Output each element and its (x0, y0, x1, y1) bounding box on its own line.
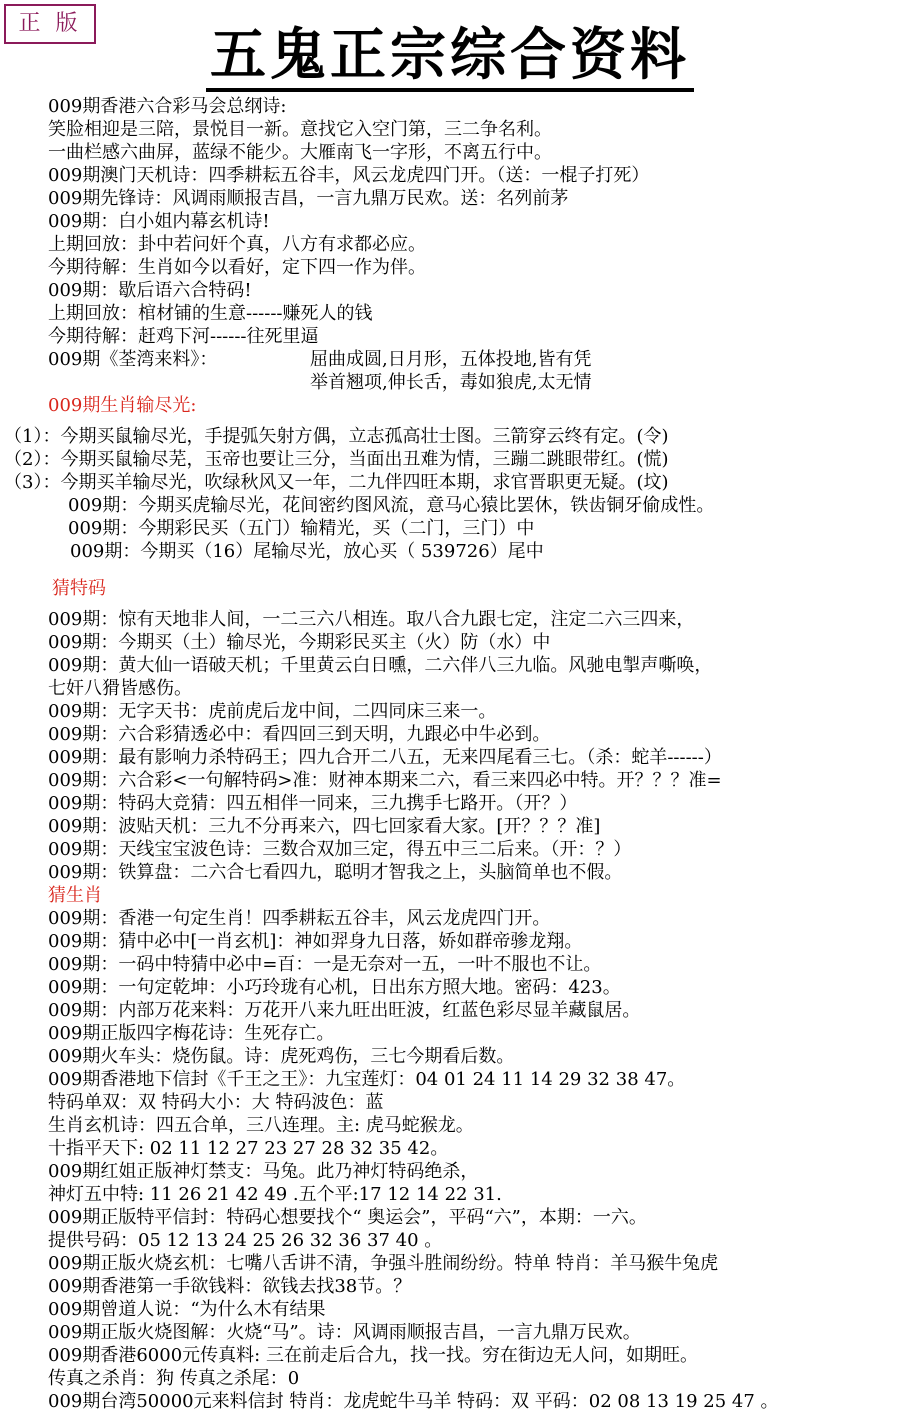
text-line: 传真之杀肖：狗 传真之杀尾：0 (48, 1368, 300, 1389)
text-line: （3）：今期买羊输尽光，吹绿秋风又一年，二九伴四旺本期，求官晋职更无疑。(坟) (4, 472, 669, 493)
text-line: 009期澳门天机诗：四季耕耘五谷丰，风云龙虎四门开。（送：一棍子打死） (48, 165, 650, 186)
text-line: 今期待解：赶鸡下河------往死里逼 (48, 326, 319, 347)
text-line: 特码单双：双 特码大小：大 特码波色：蓝 (48, 1092, 384, 1113)
section-heading: 猜特码 (52, 578, 106, 599)
intro-block (48, 95, 893, 394)
page-title-text: 五鬼正宗综合资料 (206, 22, 694, 92)
text-line: （1）：今期买鼠输尽光，手提弧矢射方偶，立志孤高壮士图。三箭穿云终有定。(令) (4, 426, 669, 447)
poem-line: 屈曲成圆,日月形，五体投地,皆有凭 (310, 349, 592, 370)
text-line: 上期回放：棺材铺的生意------赚死人的钱 (48, 303, 373, 324)
document-body (4, 95, 893, 1413)
text-line: 009期正版四字梅花诗：生死存亡。 (48, 1023, 335, 1044)
text-line: 009期红姐正版神灯禁支：马兔。此乃神灯特码绝杀， (48, 1161, 479, 1182)
text-line: 009期：歇后语六合特码! (48, 280, 252, 301)
text-line: 神灯五中特: 11 26 21 42 49 .五个平:17 12 14 22 31. (48, 1184, 502, 1205)
poem-label: 009期《荃湾来料》： (48, 349, 218, 370)
text-line: 009期曾道人说：“为什么木有结果 (48, 1299, 326, 1320)
poem-row (48, 348, 893, 371)
text-line: 009期：白小姐内幕玄机诗! (48, 211, 270, 232)
text-line: 009期香港地下信封《千王之王》：九宝莲灯：04 01 24 11 14 29 32 38 47。 (48, 1069, 686, 1090)
text-line: 009期香港六合彩马会总纲诗: (48, 96, 287, 117)
section-heading: 猜生肖 (48, 885, 102, 906)
text-line: 009期：猜中必中[一肖玄机]：神如羿身九日落，娇如群帝骖龙翔。 (48, 931, 583, 952)
text-line: 提供号码：05 12 13 24 25 26 32 36 37 40 。 (48, 1230, 443, 1251)
text-line: 009期：六合彩猜透必中：看四回三到天明，九跟必中牛必到。 (48, 724, 551, 745)
edition-badge: 正 版 (4, 4, 96, 44)
text-line: 009期香港第一手欲钱料：欲钱去找38节。？ (48, 1276, 412, 1297)
text-line: 009期：一码中特猜中必中=百：一是无奈对一五，一叶不服也不让。 (48, 954, 602, 975)
text-line: 一曲栏感六曲屏，蓝绿不能少。大雁南飞一字形，不离五行中。 (48, 142, 552, 163)
text-line: 009期：铁算盘：二六合七看四九，聪明才智我之上，头脑简单也不假。 (48, 862, 623, 883)
text-line: 七奸八猾皆感伤。 (48, 678, 192, 699)
text-line: 009期正版火烧图解：火烧“马”。诗：风调雨顺报吉昌，一言九鼎万民欢。 (48, 1322, 641, 1343)
text-line: 009期火车头：烧伤鼠。诗：虎死鸡伤，三七今期看后数。 (48, 1046, 515, 1067)
text-line: 009期：天线宝宝波色诗：三数合双加三定，得五中三二后来。（开：？） (48, 839, 632, 860)
text-line: 009期：最有影响力杀特码王；四九合开二八五，无来四尾看三七。（杀：蛇羊------） (48, 747, 722, 768)
text-line: 009期：内部万花来料：万花开八来九旺出旺波，红蓝色彩尽显羊藏鼠居。 (48, 1000, 641, 1021)
text-line: 009期：六合彩<一句解特码>准：财神本期来二六，看三来四必中特。开？？？准= (48, 770, 722, 791)
section-heading: 009期生肖输尽光: (48, 395, 197, 416)
text-line: 009期：黄大仙一语破天机；千里黄云白日曛，二六伴八三九临。风驰电掣声嘶唤， (48, 655, 713, 676)
text-line: 009期：无字天书：虎前虎后龙中间，二四同床三来一。 (48, 701, 497, 722)
text-line: 生肖玄机诗：四五合单，三八连理。主: 虎马蛇猴龙。 (48, 1115, 474, 1136)
text-line: 笑脸相迎是三陪，景悦目一新。意找它入空门第，三二争名利。 (48, 119, 552, 140)
text-line: 009期：今期买（16）尾输尽光，放心买（ 539726）尾中 (70, 541, 544, 562)
text-line: 009期：今期彩民买（五门）输精光，买（二门，三门）中 (68, 518, 535, 539)
text-line: 009期香港6000元传真料: 三在前走后合九，找一找。穷在街边无人问，如期旺。 (48, 1345, 698, 1366)
lose-block (4, 425, 893, 563)
text-line: （2）：今期买鼠输尽芜，玉帝也要让三分，当面出丑难为情，三蹦二跳眼带红。(慌) (4, 449, 669, 470)
text-line: 009期台湾50000元来料信封 特肖：龙虎蛇牛马羊 特码：双 平码：02 08 13 19 25 47 。 (48, 1391, 779, 1412)
text-line: 009期：今期买（土）输尽光，今期彩民买主（火）防（水）中 (48, 632, 551, 653)
text-line: 009期：惊有天地非人间，一二三六八相连。取八合九跟七定，注定二六三四来， (48, 609, 695, 630)
text-line: 009期：波贴天机：三九不分再来六，四七回家看大家。[开？？？准] (48, 816, 601, 837)
guess-special-block (48, 608, 893, 884)
text-line: 009期：一句定乾坤：小巧玲珑有心机，日出东方照大地。密码：423。 (48, 977, 621, 998)
text-line: 009期正版特平信封：特码心想要找个“ 奥运会”，平码“六”，本期：一六。 (48, 1207, 647, 1228)
text-line: 十指平天下: 02 11 12 27 23 27 28 32 35 42。 (48, 1138, 449, 1159)
text-line: 009期正版火烧玄机：七嘴八舌讲不清，争强斗胜闹纷纷。特单 特肖：羊马猴牛兔虎 (48, 1253, 719, 1274)
text-line: 今期待解：生肖如今以看好，定下四一作为伴。 (48, 257, 426, 278)
text-line: 009期先锋诗：风调雨顺报吉昌，一言九鼎万民欢。送：名列前茅 (48, 188, 569, 209)
text-line: 009期：香港一句定生肖！四季耕耘五谷丰，风云龙虎四门开。 (48, 908, 551, 929)
guess-zodiac-block (48, 907, 893, 1413)
poem-line: 举首翘项,伸长舌，毒如狼虎,太无情 (310, 372, 592, 393)
text-line: 上期回放：卦中若问奸个真，八方有求都必应。 (48, 234, 426, 255)
text-line: 009期：特码大竞猜：四五相伴一同来，三九携手七路开。（开？） (48, 793, 578, 814)
page-title (0, 20, 900, 90)
text-line: 009期：今期买虎输尽光，花间密约图风流，意马心猿比罢休，铁齿铜牙偷成性。 (68, 495, 715, 516)
